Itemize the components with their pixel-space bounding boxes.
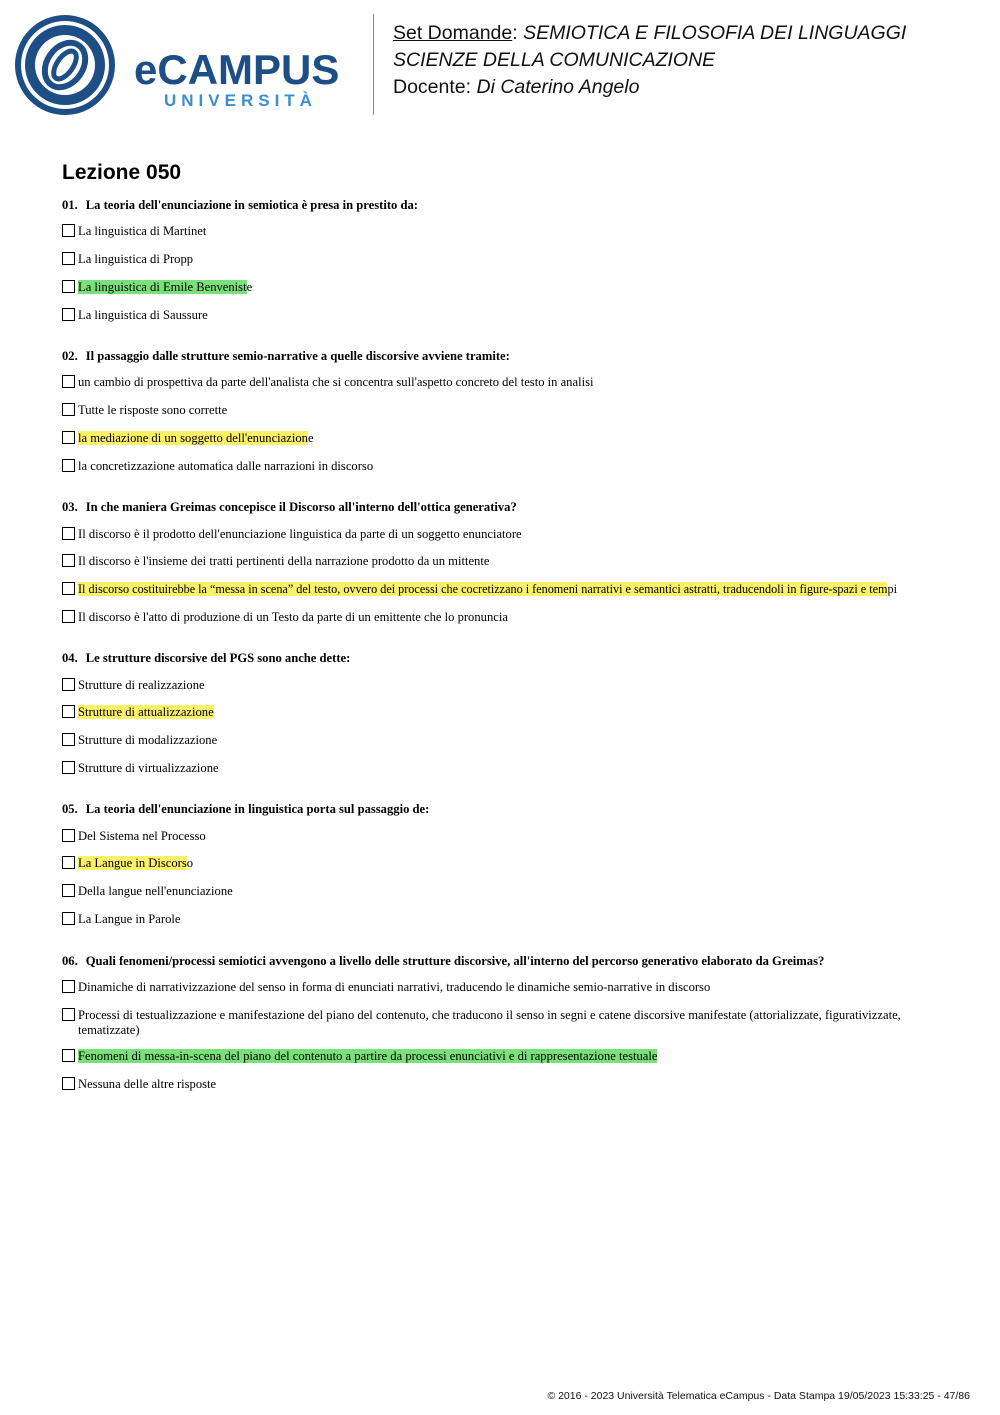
answer-option[interactable]: La linguistica di Martinet [62,224,206,239]
question: 03. In che maniera Greimas concepisce il Discorso all'interno dell'ottica generativa? [62,500,517,514]
checkbox[interactable] [62,610,75,623]
course: SCIENZE DELLA COMUNICAZIONE [393,49,716,71]
checkbox[interactable] [62,829,75,842]
checkbox[interactable] [62,856,75,869]
teacher-label: Docente [393,76,466,98]
checkbox[interactable] [62,705,75,718]
checkbox[interactable] [62,1077,75,1090]
checkbox[interactable] [62,403,75,416]
checkbox[interactable] [62,280,75,293]
answer-option[interactable]: Strutture di modalizzazione [62,733,217,748]
answer-option[interactable]: La Langue in Parole [62,912,180,927]
question: 04. Le strutture discorsive del PGS sono anche dette: [62,651,351,665]
checkbox[interactable] [62,1049,75,1062]
answer-option-correct[interactable]: la mediazione di un soggetto dell'enunciazione [62,431,314,446]
answer-option-correct[interactable]: Il discorso costituirebbe la “messa in scena” del testo, ovvero dei processi che cocretizzano i fenomeni narrativi e semantici astratti, traducendoli in figure-spazi e tempi [62,582,897,597]
answer-option[interactable]: Della langue nell'enunciazione [62,884,233,899]
answer-option[interactable]: Strutture di realizzazione [62,678,205,693]
answer-option[interactable]: un cambio di prospettiva da parte dell'analista che si concentra sull'aspetto concreto del testo in analisi [62,375,593,390]
subject: SEMIOTICA E FILOSOFIA DEI LINGUAGGI [523,22,907,44]
answer-option[interactable]: Processi di testualizzazione e manifestazione del piano del contenuto, che traducono il senso in segni e catene discorsive manifestate (attorializzate, figurativizzate, tematizzate) [62,1008,928,1038]
logo-subtitle: UNIVERSITÀ [164,91,317,110]
checkbox[interactable] [62,678,75,691]
logo-wordmark: eCAMPUS [134,46,340,93]
answer-option[interactable]: Tutte le risposte sono corrette [62,403,227,418]
question: 05. La teoria dell'enunciazione in linguistica porta sul passaggio de: [62,802,430,816]
answer-option[interactable]: Il discorso è il prodotto dell'enunciazione linguistica da parte di un soggetto enunciatore [62,527,522,542]
set-label: Set Domande [393,22,513,44]
checkbox[interactable] [62,761,75,774]
checkbox[interactable] [62,884,75,897]
question: 01. La teoria dell'enunciazione in semiotica è presa in prestito da: [62,198,418,212]
answer-option[interactable]: la concretizzazione automatica dalle narrazioni in discorso [62,459,373,474]
checkbox[interactable] [62,252,75,265]
checkbox[interactable] [62,431,75,444]
answer-option-correct[interactable]: Fenomeni di messa-in-scena del piano del contenuto a partire da processi enunciativi e di rappresentazione testuale [62,1049,657,1064]
checkbox[interactable] [62,554,75,567]
checkbox[interactable] [62,224,75,237]
question: 06. Quali fenomeni/processi semiotici avvengono a livello delle strutture discorsive, all'interno del percorso generativo elaborato da Greimas? [62,954,825,968]
checkbox[interactable] [62,733,75,746]
answer-option[interactable]: La linguistica di Saussure [62,308,208,323]
question: 02. Il passaggio dalle strutture semio-narrative a quelle discorsive avviene tramite: [62,349,510,363]
checkbox[interactable] [62,527,75,540]
header-divider [373,14,374,115]
answer-option[interactable]: Strutture di virtualizzazione [62,761,219,776]
answer-option-correct[interactable]: La Langue in Discorso [62,856,193,871]
answer-option[interactable]: Nessuna delle altre risposte [62,1077,216,1092]
answer-option[interactable]: La linguistica di Propp [62,252,193,267]
checkbox[interactable] [62,375,75,388]
header: Set Domande: SEMIOTICA E FILOSOFIA DEI LINGUAGGI SCIENZE DELLA COMUNICAZIONE Docente: Di Caterino Angelo [393,22,907,98]
answer-option[interactable]: Il discorso è l'insieme dei tratti pertinenti della narrazione prodotto da un mittente [62,554,489,569]
page-footer: © 2016 - 2023 Università Telematica eCampus - Data Stampa 19/05/2023 15:33:25 - 47/86 [547,1390,970,1402]
checkbox[interactable] [62,1008,75,1021]
checkbox[interactable] [62,308,75,321]
teacher-name: Di Caterino Angelo [476,76,640,98]
checkbox[interactable] [62,459,75,472]
answer-option-correct[interactable]: Strutture di attualizzazione [62,705,214,720]
checkbox[interactable] [62,912,75,925]
answer-option[interactable]: Del Sistema nel Processo [62,829,206,844]
checkbox[interactable] [62,582,75,595]
checkbox[interactable] [62,980,75,993]
ecampus-logo [14,14,359,118]
answer-option[interactable]: Il discorso è l'atto di produzione di un Testo da parte di un emittente che lo pronuncia [62,610,508,625]
lesson-title: Lezione 050 [62,161,182,184]
answer-option-correct[interactable]: La linguistica di Emile Benveniste [62,280,252,295]
answer-option[interactable]: Dinamiche di narrativizzazione del senso in forma di enunciati narrativi, traducendo le dinamiche semio-narrative in discorso [62,980,710,995]
